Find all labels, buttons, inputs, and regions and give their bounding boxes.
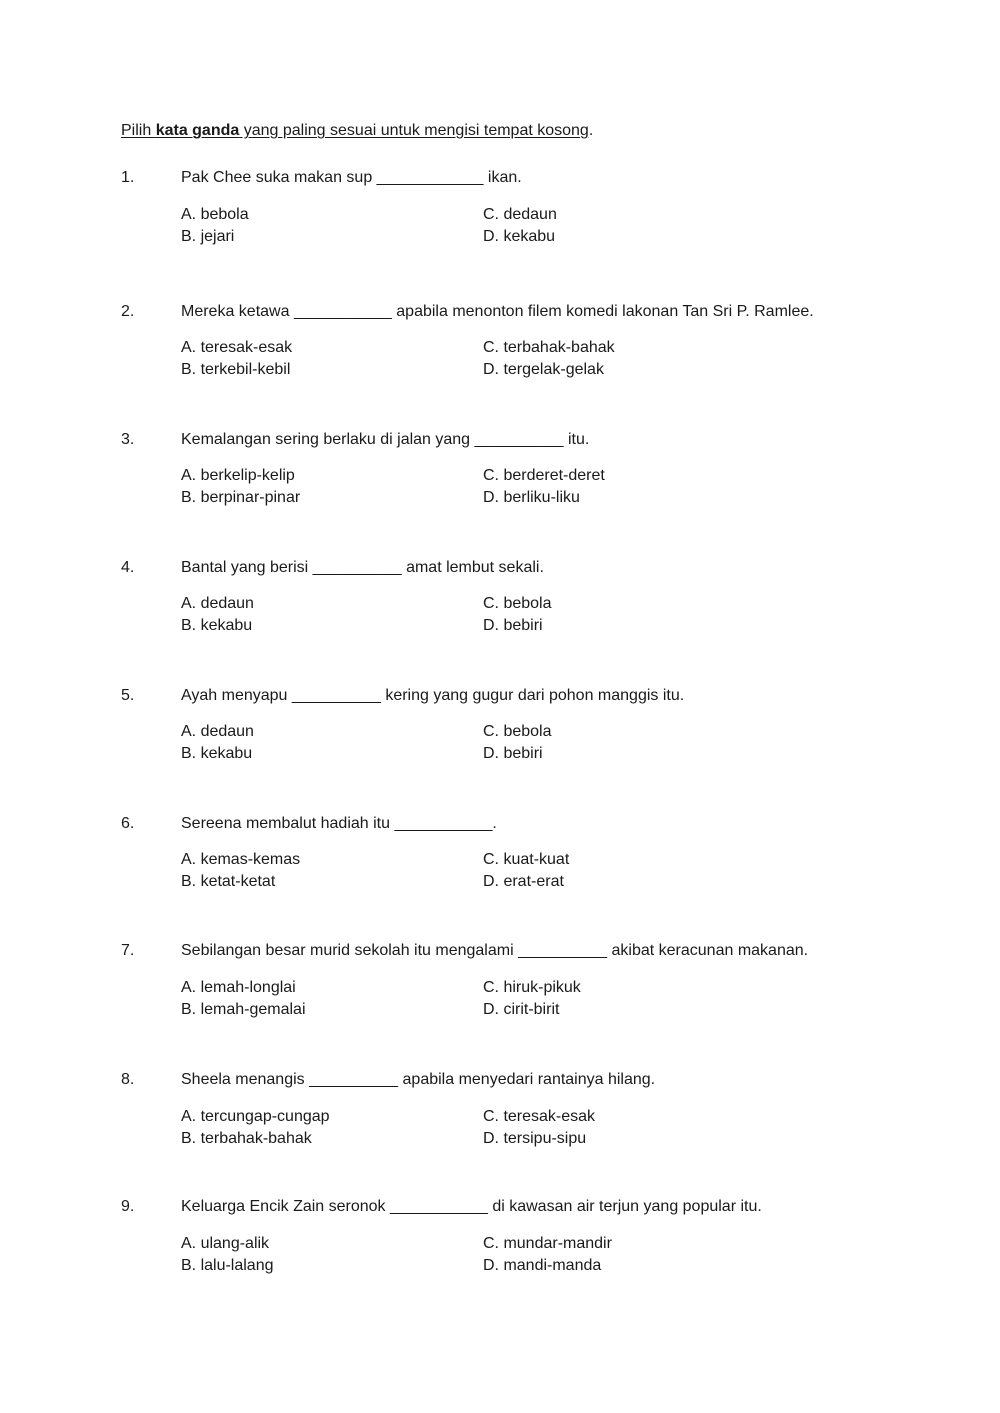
- question-text: Pak Chee suka makan sup ____________ ikan.: [181, 169, 522, 186]
- option-a: A. kemas-kemas: [181, 851, 301, 868]
- option-c: C. bebola: [483, 595, 552, 612]
- option-d: D. cirit-birit: [483, 1001, 560, 1018]
- question-number: 7.: [121, 942, 135, 959]
- option-a: A. bebola: [181, 206, 249, 223]
- question-number: 2.: [121, 303, 135, 320]
- question-text: Keluarga Encik Zain seronok ___________ di kawasan air terjun yang popular itu.: [181, 1198, 762, 1215]
- option-a: A. dedaun: [181, 595, 254, 612]
- option-d: D. bebiri: [483, 617, 543, 634]
- question-4: [0, 558, 1000, 678]
- question-5: [0, 686, 1000, 806]
- option-a: A. lemah-longlai: [181, 979, 296, 996]
- option-d: D. tersipu-sipu: [483, 1130, 587, 1147]
- option-c: C. dedaun: [483, 206, 557, 223]
- option-b: B. lalu-lalang: [181, 1257, 274, 1274]
- instruction-keyword: kata ganda: [155, 122, 240, 139]
- question-number: 8.: [121, 1071, 135, 1088]
- option-b: B. kekabu: [181, 617, 253, 634]
- instruction-text: [121, 121, 593, 141]
- question-7: [0, 941, 1000, 1061]
- option-b: B. lemah-gemalai: [181, 1001, 306, 1018]
- question-6: [0, 814, 1000, 934]
- question-1: [0, 168, 1000, 288]
- question-number: 4.: [121, 559, 135, 576]
- option-c: C. terbahak-bahak: [483, 339, 615, 356]
- option-b: B. terkebil-kebil: [181, 361, 291, 378]
- option-b: B. ketat-ketat: [181, 873, 276, 890]
- option-b: B. terbahak-bahak: [181, 1130, 312, 1147]
- option-a: A. tercungap-cungap: [181, 1108, 330, 1125]
- question-number: 3.: [121, 431, 135, 448]
- option-d: D. berliku-liku: [483, 489, 580, 506]
- question-text: Sereena membalut hadiah itu ___________.: [181, 815, 497, 832]
- option-b: B. kekabu: [181, 745, 253, 762]
- option-c: C. mundar-mandir: [483, 1235, 612, 1252]
- option-a: A. teresak-esak: [181, 339, 293, 356]
- option-a: A. dedaun: [181, 723, 254, 740]
- option-c: C. teresak-esak: [483, 1108, 596, 1125]
- question-2: [0, 302, 1000, 422]
- question-3: [0, 430, 1000, 550]
- question-text: Mereka ketawa ___________ apabila menonton filem komedi lakonan Tan Sri P. Ramlee.: [181, 303, 814, 320]
- option-a: A. berkelip-kelip: [181, 467, 295, 484]
- option-b: B. jejari: [181, 228, 235, 245]
- question-text: Sebilangan besar murid sekolah itu mengalami __________ akibat keracunan makanan.: [181, 942, 809, 959]
- option-d: D. kekabu: [483, 228, 556, 245]
- instruction-period: .: [588, 122, 594, 139]
- question-text: Kemalangan sering berlaku di jalan yang __________ itu.: [181, 431, 590, 448]
- question-9: [0, 1197, 1000, 1317]
- option-d: D. erat-erat: [483, 873, 564, 890]
- option-c: C. hiruk-pikuk: [483, 979, 581, 996]
- option-d: D. tergelak-gelak: [483, 361, 604, 378]
- option-a: A. ulang-alik: [181, 1235, 270, 1252]
- instruction-prefix: Pilih: [121, 122, 156, 139]
- question-number: 9.: [121, 1198, 135, 1215]
- option-d: D. bebiri: [483, 745, 543, 762]
- option-b: B. berpinar-pinar: [181, 489, 301, 506]
- option-d: D. mandi-manda: [483, 1257, 602, 1274]
- question-number: 5.: [121, 687, 135, 704]
- option-c: C. bebola: [483, 723, 552, 740]
- question-text: Sheela menangis __________ apabila menyedari rantainya hilang.: [181, 1071, 656, 1088]
- option-c: C. kuat-kuat: [483, 851, 570, 868]
- question-text: Bantal yang berisi __________ amat lembut sekali.: [181, 559, 544, 576]
- question-text: Ayah menyapu __________ kering yang gugur dari pohon manggis itu.: [181, 687, 685, 704]
- question-number: 6.: [121, 815, 135, 832]
- instruction-suffix: yang paling sesuai untuk mengisi tempat kosong: [239, 122, 589, 139]
- question-8: [0, 1070, 1000, 1190]
- option-c: C. berderet-deret: [483, 467, 605, 484]
- question-number: 1.: [121, 169, 135, 186]
